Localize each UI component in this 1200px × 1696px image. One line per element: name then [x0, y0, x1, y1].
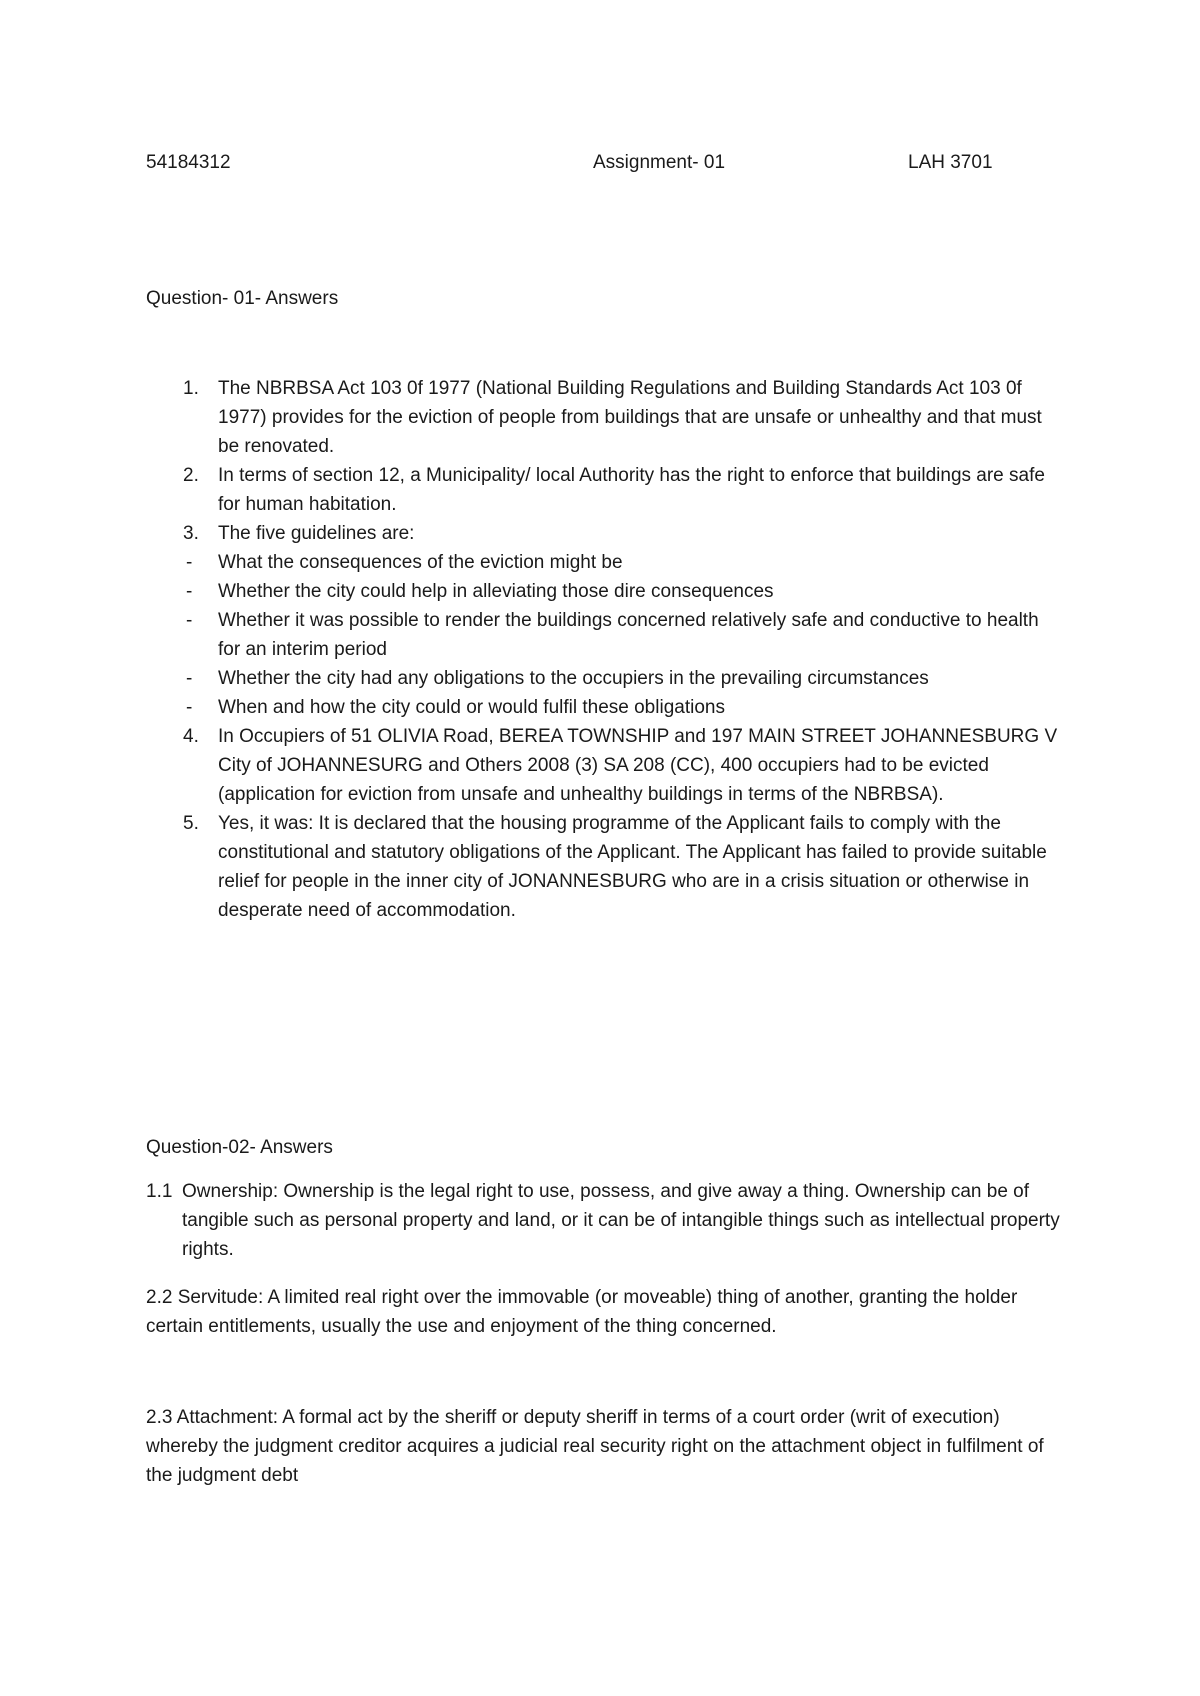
question-1-heading: Question- 01- Answers — [146, 288, 339, 309]
list-item — [146, 606, 1066, 664]
list-item-text: The five guidelines are: — [218, 523, 415, 544]
question-1-answer-list — [146, 374, 1066, 925]
answer-2-3: 2.3 Attachment: A formal act by the sheriff or deputy sheriff in terms of a court order (writ of execution) whereby the judgment creditor acquires a judicial real security right on the attachment object in fulfilment of the judgment debt — [146, 1407, 1044, 1486]
list-marker: - — [186, 610, 193, 631]
page-header — [146, 148, 1000, 178]
course-code: LAH 3701 — [908, 152, 993, 173]
list-item-text: Whether the city had any obligations to the occupiers in the prevailing circumstances — [218, 668, 929, 689]
list-marker: 3. — [183, 523, 199, 544]
question-2-heading: Question-02- Answers — [146, 1137, 333, 1158]
list-marker: 5. — [183, 813, 199, 834]
list-marker: - — [186, 668, 193, 689]
list-item — [146, 664, 1066, 693]
list-marker: - — [186, 581, 193, 602]
list-item — [146, 519, 1066, 548]
list-marker: 1. — [183, 378, 199, 399]
list-item-text: Yes, it was: It is declared that the housing programme of the Applicant fails to comply with the constitutional and statutory obligations of the Applicant. The Applicant has failed to provide suitable relief for people in the inner city of JONANNESBURG who are in a crisis situation or otherwise in desperate need of accommodation. — [218, 813, 1047, 921]
list-item — [146, 461, 1066, 519]
list-item — [146, 374, 1066, 461]
list-marker: 4. — [183, 726, 199, 747]
list-marker: - — [186, 697, 193, 718]
answer-2-2: 2.2 Servitude: A limited real right over the immovable (or moveable) thing of another, granting the holder certain entitlements, usually the use and enjoyment of the thing concerned. — [146, 1287, 1018, 1337]
list-item — [146, 577, 1066, 606]
list-item — [146, 548, 1066, 577]
answer-1-1 — [146, 1177, 1066, 1264]
list-item-text: In Occupiers of 51 OLIVIA Road, BEREA TOWNSHIP and 197 MAIN STREET JOHANNESBURG V City of JOHANNESURG and Others 2008 (3) SA 208 (CC), 400 occupiers had to be evicted (application for eviction from unsafe and unhealthy buildings in terms of the NBRBSA). — [218, 726, 1058, 805]
list-item-text: Whether it was possible to render the buildings concerned relatively safe and conductive to health for an interim period — [218, 610, 1039, 660]
list-marker: 2. — [183, 465, 199, 486]
list-item — [146, 722, 1066, 809]
list-item-text: What the consequences of the eviction might be — [218, 552, 623, 573]
student-number: 54184312 — [146, 152, 231, 173]
list-item-text: The NBRBSA Act 103 0f 1977 (National Building Regulations and Building Standards Act 103 0f 1977) provides for the eviction of people from buildings that are unsafe or unhealthy and that must be renovated. — [218, 378, 1042, 457]
list-item — [146, 809, 1066, 925]
list-item-text: In terms of section 12, a Municipality/ local Authority has the right to enforce that buildings are safe for human habitation. — [218, 465, 1045, 515]
assignment-title: Assignment- 01 — [593, 152, 726, 173]
list-marker: - — [186, 552, 193, 573]
list-item-text: Whether the city could help in alleviating those dire consequences — [218, 581, 774, 602]
list-item-text: When and how the city could or would fulfil these obligations — [218, 697, 725, 718]
list-item — [146, 693, 1066, 722]
answer-text: Ownership: Ownership is the legal right to use, possess, and give away a thing. Ownership can be of tangible such as personal property and land, or it can be of intangible things such as intellectual property rights. — [182, 1181, 1060, 1260]
answer-number: 1.1 — [146, 1181, 173, 1202]
